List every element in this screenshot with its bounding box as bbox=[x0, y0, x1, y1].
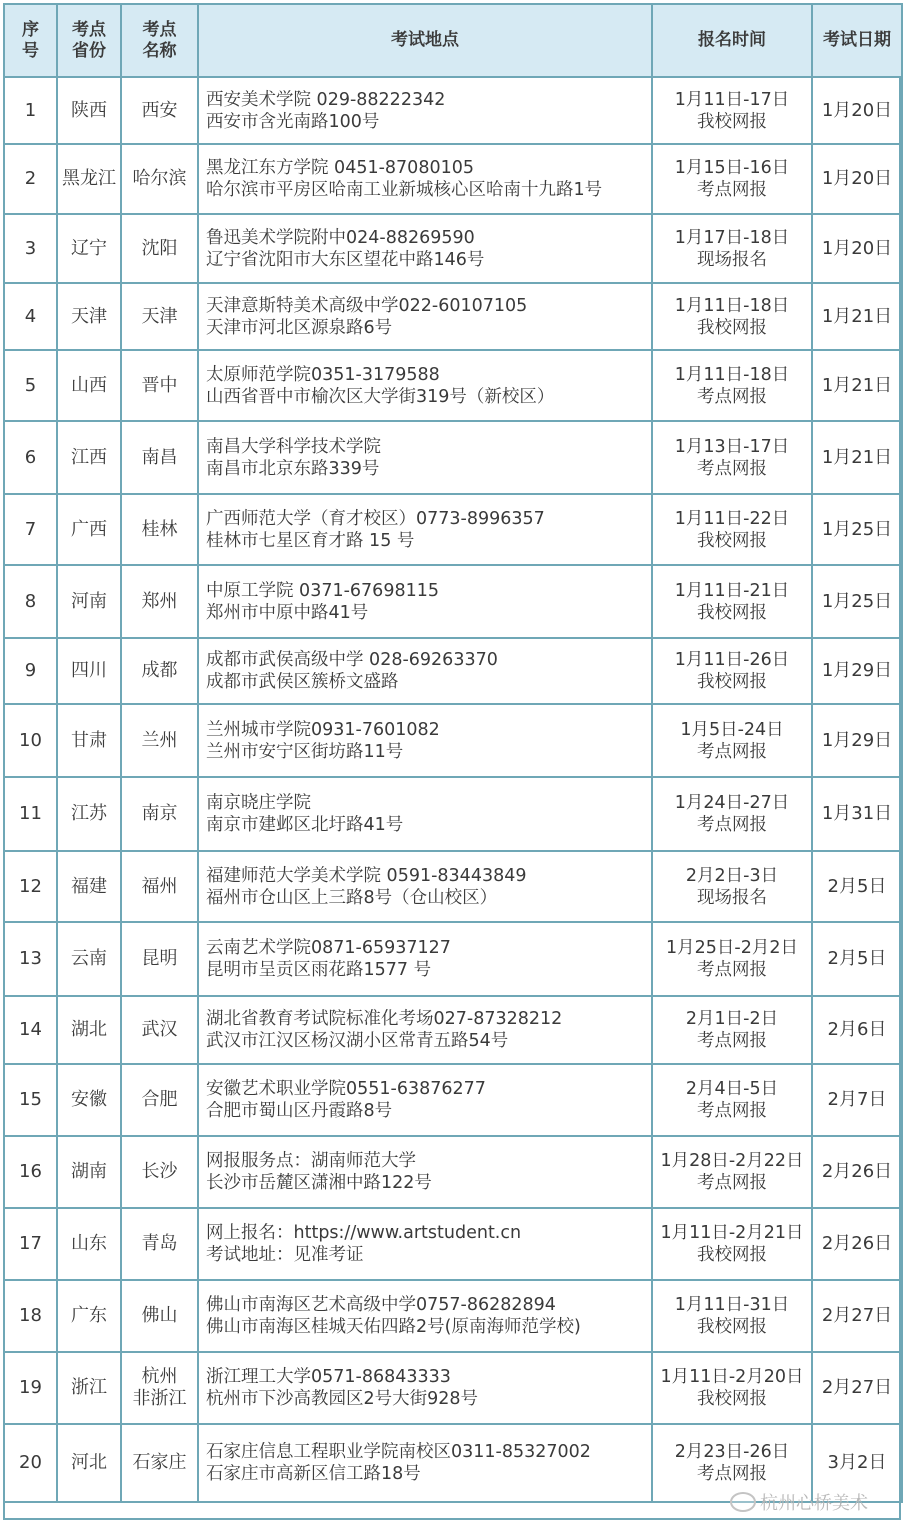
cell-seq: 14 bbox=[4, 996, 57, 1064]
table-body bbox=[4, 77, 902, 1502]
cell-name-text: 郑州 bbox=[141, 590, 178, 612]
cell-location bbox=[198, 1280, 652, 1352]
location-line1: 云南艺术学院0871-65937127 bbox=[206, 938, 451, 958]
cell-location bbox=[198, 996, 652, 1064]
cell-name bbox=[121, 996, 198, 1064]
location-line2: 长沙市岳麓区潇湘中路122号 bbox=[206, 1173, 432, 1193]
cell-province: 河北 bbox=[57, 1424, 121, 1502]
cell-name-line2: 非浙江 bbox=[132, 1388, 187, 1409]
cell-location bbox=[198, 350, 652, 421]
location-line2: 西安市含光南路100号 bbox=[206, 111, 380, 132]
location-line1: 黑龙江东方学院 0451-87080105 bbox=[206, 158, 474, 178]
cell-name-text: 晋中 bbox=[141, 374, 178, 396]
cell-name-text: 石家庄 bbox=[132, 1452, 187, 1473]
cell-seq: 9 bbox=[4, 638, 57, 704]
cell-seq: 5 bbox=[4, 350, 57, 421]
header-seq-line2: 号 bbox=[22, 40, 39, 61]
registration-method: 考点网报 bbox=[697, 1173, 767, 1193]
cell-seq: 8 bbox=[4, 565, 57, 638]
header-name-line2: 名称 bbox=[142, 40, 177, 61]
registration-method: 考点网报 bbox=[697, 458, 767, 479]
header-registration: 报名时间 bbox=[652, 4, 812, 77]
registration-method: 考点网报 bbox=[697, 386, 767, 407]
cell-name-text: 哈尔滨 bbox=[132, 168, 187, 189]
registration-dates: 1月11日-26日 bbox=[674, 650, 790, 670]
cell-registration bbox=[652, 1064, 812, 1136]
cell-exam-date: 1月25日 bbox=[812, 565, 902, 638]
cell-exam-date: 1月21日 bbox=[812, 350, 902, 421]
registration-dates: 1月13日-17日 bbox=[674, 436, 790, 457]
cell-registration bbox=[652, 851, 812, 922]
cell-province: 天津 bbox=[57, 283, 121, 350]
watermark bbox=[730, 1487, 880, 1521]
location-line2: 南京市建邺区北圩路41号 bbox=[206, 815, 404, 835]
header-province bbox=[57, 4, 121, 77]
cell-name-text: 武汉 bbox=[141, 1019, 178, 1040]
header-exam-date: 考试日期 bbox=[812, 4, 902, 77]
location-line1: 兰州城市学院0931-7601082 bbox=[206, 719, 440, 740]
cell-province: 黑龙江 bbox=[57, 144, 121, 214]
location-line2: 佛山市南海区桂城天佑四路2号(原南海师范学校) bbox=[206, 1317, 581, 1337]
location-line2: 武汉市江汉区杨汉湖小区常青五路54号 bbox=[206, 1031, 509, 1051]
registration-method: 考点网报 bbox=[697, 741, 767, 762]
cell-exam-date: 2月26日 bbox=[812, 1136, 902, 1208]
cell-exam-date: 2月27日 bbox=[812, 1352, 902, 1424]
cell-name bbox=[121, 494, 198, 565]
header-name bbox=[121, 4, 198, 77]
registration-method: 考点网报 bbox=[697, 180, 767, 200]
cell-registration bbox=[652, 283, 812, 350]
cell-registration bbox=[652, 704, 812, 777]
cell-name-text: 沈阳 bbox=[141, 237, 178, 259]
cell-name bbox=[121, 214, 198, 283]
cell-province: 陕西 bbox=[57, 77, 121, 144]
location-line2: 哈尔滨市平房区哈南工业新城核心区哈南十九路1号 bbox=[206, 180, 603, 200]
table-row bbox=[4, 1136, 902, 1208]
wechat-icon bbox=[730, 1492, 756, 1512]
cell-name bbox=[121, 144, 198, 214]
table-row bbox=[4, 922, 902, 996]
registration-method: 我校网报 bbox=[697, 1317, 767, 1337]
location-line2: 兰州市安宁区街坊路11号 bbox=[206, 741, 404, 762]
cell-province: 辽宁 bbox=[57, 214, 121, 283]
cell-seq: 1 bbox=[4, 77, 57, 144]
cell-registration bbox=[652, 1208, 812, 1280]
cell-registration bbox=[652, 77, 812, 144]
location-line1: 南京晓庄学院 bbox=[206, 793, 311, 813]
cell-name bbox=[121, 1280, 198, 1352]
registration-method: 我校网报 bbox=[697, 672, 767, 692]
cell-seq: 18 bbox=[4, 1280, 57, 1352]
location-line1: 安徽艺术职业学院0551-63876277 bbox=[206, 1079, 486, 1099]
cell-seq: 17 bbox=[4, 1208, 57, 1280]
registration-method: 考点网报 bbox=[697, 1464, 767, 1484]
cell-name-text: 佛山 bbox=[141, 1305, 178, 1326]
cell-registration bbox=[652, 996, 812, 1064]
registration-dates: 1月25日-2月2日 bbox=[666, 938, 798, 958]
cell-exam-date: 2月5日 bbox=[812, 851, 902, 922]
registration-dates: 1月11日-2月21日 bbox=[660, 1223, 804, 1243]
cell-name bbox=[121, 1064, 198, 1136]
location-line2: 天津市河北区源泉路6号 bbox=[206, 317, 393, 338]
cell-name bbox=[121, 851, 198, 922]
table-row bbox=[4, 704, 902, 777]
location-line2: 辽宁省沈阳市大东区望花中路146号 bbox=[206, 249, 485, 270]
location-line1: 西安美术学院 029-88222342 bbox=[206, 89, 446, 110]
table-row bbox=[4, 638, 902, 704]
location-line2: 福州市仓山区上三路8号（仓山校区） bbox=[206, 887, 498, 908]
registration-method: 考点网报 bbox=[697, 1031, 767, 1051]
cell-province: 江西 bbox=[57, 421, 121, 494]
cell-name-text: 昆明 bbox=[141, 948, 178, 969]
cell-location bbox=[198, 777, 652, 851]
location-line2: 杭州市下沙高教园区2号大街928号 bbox=[206, 1389, 479, 1409]
header-seq bbox=[4, 4, 57, 77]
cell-location bbox=[198, 144, 652, 214]
registration-dates: 2月1日-2日 bbox=[685, 1009, 779, 1029]
cell-exam-date: 1月21日 bbox=[812, 421, 902, 494]
cell-exam-date: 1月21日 bbox=[812, 283, 902, 350]
cell-name-text: 南昌 bbox=[141, 446, 178, 468]
table-row bbox=[4, 565, 902, 638]
cell-seq: 16 bbox=[4, 1136, 57, 1208]
table-row bbox=[4, 144, 902, 214]
cell-province: 广东 bbox=[57, 1280, 121, 1352]
location-line1: 网报服务点：湖南师范大学 bbox=[206, 1151, 416, 1171]
cell-location bbox=[198, 77, 652, 144]
location-line1: 石家庄信息工程职业学院南校区0311-85327002 bbox=[206, 1442, 591, 1462]
location-line1: 南昌大学科学技术学院 bbox=[206, 436, 381, 457]
cell-exam-date: 2月26日 bbox=[812, 1208, 902, 1280]
cell-name bbox=[121, 77, 198, 144]
cell-name bbox=[121, 704, 198, 777]
cell-registration bbox=[652, 144, 812, 214]
cell-name bbox=[121, 777, 198, 851]
cell-exam-date: 2月27日 bbox=[812, 1280, 902, 1352]
header-location: 考试地点 bbox=[198, 4, 652, 77]
registration-dates: 1月15日-16日 bbox=[674, 158, 790, 178]
cell-seq: 20 bbox=[4, 1424, 57, 1502]
cell-seq: 19 bbox=[4, 1352, 57, 1424]
table-row bbox=[4, 1208, 902, 1280]
location-line1: 湖北省教育考试院标准化考场027-87328212 bbox=[206, 1009, 563, 1029]
registration-method: 考点网报 bbox=[697, 960, 767, 980]
location-line1: 网上报名：https://www.artstudent.cn bbox=[206, 1223, 522, 1243]
registration-dates: 2月2日-3日 bbox=[685, 865, 779, 886]
cell-province: 湖南 bbox=[57, 1136, 121, 1208]
table-row bbox=[4, 996, 902, 1064]
cell-seq: 7 bbox=[4, 494, 57, 565]
location-line1: 浙江理工大学0571-86843333 bbox=[206, 1367, 451, 1387]
header-province-line1: 考点 bbox=[72, 19, 106, 40]
registration-dates: 1月11日-31日 bbox=[674, 1295, 790, 1315]
location-line2: 成都市武侯区簇桥文盛路 bbox=[206, 672, 399, 692]
cell-province: 浙江 bbox=[57, 1352, 121, 1424]
cell-location bbox=[198, 1064, 652, 1136]
cell-name-text: 天津 bbox=[141, 305, 178, 327]
table-row bbox=[4, 421, 902, 494]
table-row bbox=[4, 1064, 902, 1136]
cell-name bbox=[121, 1136, 198, 1208]
cell-location bbox=[198, 1136, 652, 1208]
cell-location bbox=[198, 1352, 652, 1424]
cell-name-text: 青岛 bbox=[141, 1233, 178, 1254]
cell-name-text: 西安 bbox=[141, 99, 178, 121]
cell-name-text: 兰州 bbox=[141, 729, 178, 751]
cell-seq: 12 bbox=[4, 851, 57, 922]
cell-registration bbox=[652, 494, 812, 565]
registration-dates: 2月23日-26日 bbox=[674, 1442, 790, 1462]
registration-method: 现场报名 bbox=[697, 249, 767, 270]
cell-location bbox=[198, 922, 652, 996]
table-row bbox=[4, 1280, 902, 1352]
location-line1: 佛山市南海区艺术高级中学0757-86282894 bbox=[206, 1295, 556, 1315]
header-seq-line1: 序 bbox=[22, 19, 39, 40]
cell-exam-date: 1月29日 bbox=[812, 704, 902, 777]
cell-exam-date: 2月6日 bbox=[812, 996, 902, 1064]
registration-dates: 1月11日-22日 bbox=[674, 508, 790, 529]
cell-province: 四川 bbox=[57, 638, 121, 704]
cell-seq: 13 bbox=[4, 922, 57, 996]
cell-registration bbox=[652, 638, 812, 704]
registration-dates: 1月11日-2月20日 bbox=[660, 1367, 804, 1387]
cell-location bbox=[198, 638, 652, 704]
registration-dates: 2月4日-5日 bbox=[685, 1079, 779, 1099]
cell-exam-date: 1月31日 bbox=[812, 777, 902, 851]
cell-registration bbox=[652, 1136, 812, 1208]
cell-seq: 15 bbox=[4, 1064, 57, 1136]
table-row bbox=[4, 494, 902, 565]
registration-method: 我校网报 bbox=[697, 111, 767, 132]
registration-method: 我校网报 bbox=[697, 1245, 767, 1265]
table-row bbox=[4, 777, 902, 851]
cell-name-text: 福州 bbox=[141, 875, 178, 897]
cell-registration bbox=[652, 214, 812, 283]
cell-registration bbox=[652, 777, 812, 851]
cell-name bbox=[121, 1424, 198, 1502]
registration-method: 我校网报 bbox=[697, 530, 767, 551]
cell-province: 安徽 bbox=[57, 1064, 121, 1136]
cell-name bbox=[121, 350, 198, 421]
cell-name-text: 桂林 bbox=[141, 518, 178, 540]
cell-name bbox=[121, 638, 198, 704]
registration-dates: 1月11日-18日 bbox=[674, 295, 790, 316]
location-line1: 天津意斯特美术高级中学022-60107105 bbox=[206, 295, 528, 316]
table-row bbox=[4, 1352, 902, 1424]
cell-exam-date: 2月5日 bbox=[812, 922, 902, 996]
location-line1: 成都市武侯高级中学 028-69263370 bbox=[206, 650, 498, 670]
table-row bbox=[4, 851, 902, 922]
registration-dates: 1月11日-17日 bbox=[674, 89, 790, 110]
location-line2: 山西省晋中市榆次区大学街319号（新校区） bbox=[206, 386, 555, 407]
cell-registration bbox=[652, 350, 812, 421]
cell-exam-date: 1月20日 bbox=[812, 214, 902, 283]
cell-province: 山东 bbox=[57, 1208, 121, 1280]
header-province-line2: 省份 bbox=[72, 40, 106, 61]
watermark-text: 杭州心桥美术 bbox=[760, 1493, 868, 1514]
table-row bbox=[4, 77, 902, 144]
cell-name bbox=[121, 565, 198, 638]
registration-dates: 1月11日-18日 bbox=[674, 364, 790, 385]
location-line2: 南昌市北京东路339号 bbox=[206, 458, 380, 479]
cell-seq: 11 bbox=[4, 777, 57, 851]
table-row bbox=[4, 350, 902, 421]
cell-location bbox=[198, 283, 652, 350]
cell-seq: 6 bbox=[4, 421, 57, 494]
cell-province: 云南 bbox=[57, 922, 121, 996]
cell-exam-date: 1月29日 bbox=[812, 638, 902, 704]
table-row bbox=[4, 283, 902, 350]
registration-method: 我校网报 bbox=[697, 317, 767, 338]
cell-name bbox=[121, 922, 198, 996]
location-line2: 桂林市七星区育才路 15 号 bbox=[206, 530, 415, 551]
location-line2: 考试地址：见准考证 bbox=[206, 1245, 364, 1265]
cell-location bbox=[198, 565, 652, 638]
location-line2: 郑州市中原中路41号 bbox=[206, 602, 369, 623]
cell-province: 广西 bbox=[57, 494, 121, 565]
cell-name bbox=[121, 421, 198, 494]
cell-province: 甘肃 bbox=[57, 704, 121, 777]
table-header bbox=[4, 4, 902, 77]
cell-province: 河南 bbox=[57, 565, 121, 638]
location-line1: 福建师范大学美术学院 0591-83443849 bbox=[206, 865, 527, 886]
registration-method: 我校网报 bbox=[697, 602, 767, 623]
location-line1: 广西师范大学（育才校区）0773-8996357 bbox=[206, 508, 545, 529]
cell-seq: 3 bbox=[4, 214, 57, 283]
registration-method: 考点网报 bbox=[697, 815, 767, 835]
cell-province: 福建 bbox=[57, 851, 121, 922]
cell-exam-date: 3月2日 bbox=[812, 1424, 902, 1502]
cell-registration bbox=[652, 922, 812, 996]
cell-location bbox=[198, 494, 652, 565]
cell-location bbox=[198, 421, 652, 494]
cell-name-text: 南京 bbox=[141, 803, 178, 824]
registration-dates: 1月17日-18日 bbox=[674, 227, 790, 248]
cell-province: 江苏 bbox=[57, 777, 121, 851]
cell-exam-date: 1月25日 bbox=[812, 494, 902, 565]
cell-registration bbox=[652, 421, 812, 494]
cell-registration bbox=[652, 565, 812, 638]
cell-location bbox=[198, 704, 652, 777]
exam-schedule-table bbox=[3, 3, 903, 1503]
location-line1: 中原工学院 0371-67698115 bbox=[206, 580, 439, 601]
cell-name-text: 长沙 bbox=[141, 1161, 178, 1182]
cell-location bbox=[198, 1208, 652, 1280]
location-line2: 合肥市蜀山区丹霞路8号 bbox=[206, 1101, 393, 1121]
cell-location bbox=[198, 851, 652, 922]
location-line2: 石家庄市高新区信工路18号 bbox=[206, 1464, 421, 1484]
cell-location bbox=[198, 214, 652, 283]
table-row bbox=[4, 214, 902, 283]
cell-name bbox=[121, 1208, 198, 1280]
cell-seq: 2 bbox=[4, 144, 57, 214]
header-row bbox=[4, 4, 902, 77]
cell-province: 山西 bbox=[57, 350, 121, 421]
cell-exam-date: 1月20日 bbox=[812, 77, 902, 144]
cell-province: 湖北 bbox=[57, 996, 121, 1064]
registration-dates: 1月28日-2月22日 bbox=[660, 1151, 804, 1171]
cell-registration bbox=[652, 1280, 812, 1352]
cell-name bbox=[121, 1352, 198, 1424]
cell-seq: 10 bbox=[4, 704, 57, 777]
location-line1: 鲁迅美术学院附中024-88269590 bbox=[206, 227, 475, 248]
cell-seq: 4 bbox=[4, 283, 57, 350]
location-line2: 昆明市呈贡区雨花路1577 号 bbox=[206, 960, 432, 980]
cell-exam-date: 2月7日 bbox=[812, 1064, 902, 1136]
cell-name-text: 合肥 bbox=[141, 1089, 178, 1110]
cell-exam-date: 1月20日 bbox=[812, 144, 902, 214]
registration-method: 现场报名 bbox=[697, 887, 767, 908]
cell-name bbox=[121, 283, 198, 350]
registration-method: 考点网报 bbox=[697, 1101, 767, 1121]
cell-name-text: 成都 bbox=[141, 660, 178, 681]
header-name-line1: 考点 bbox=[142, 19, 177, 40]
registration-dates: 1月5日-24日 bbox=[680, 719, 784, 740]
registration-dates: 1月24日-27日 bbox=[674, 793, 790, 813]
cell-name-line1: 杭州 bbox=[141, 1366, 178, 1387]
registration-dates: 1月11日-21日 bbox=[674, 580, 790, 601]
registration-method: 我校网报 bbox=[697, 1389, 767, 1409]
cell-location bbox=[198, 1424, 652, 1502]
location-line1: 太原师范学院0351-3179588 bbox=[206, 364, 440, 385]
cell-registration bbox=[652, 1352, 812, 1424]
